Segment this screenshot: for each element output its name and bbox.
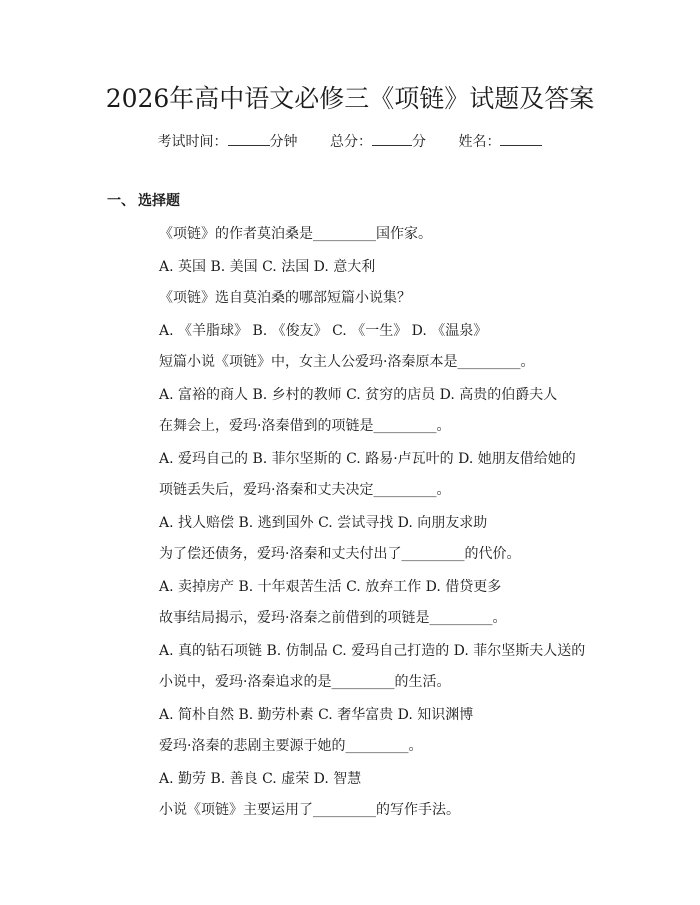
question-text: 《项链》选自莫泊桑的哪部短篇小说集？ bbox=[159, 290, 411, 306]
student-name-label: 姓名： bbox=[458, 134, 501, 150]
question-options: A. 真的钻石项链 B. 仿制品 C. 爱玛自己打造的 D. 菲尔坚斯夫人送的 bbox=[159, 643, 586, 659]
question-options: A. 卖掉房产 B. 十年艰苦生活 C. 放弃工作 D. 借贷更多 bbox=[159, 579, 502, 595]
section-heading bbox=[107, 191, 180, 211]
question-options: A. 简朴自然 B. 勤劳朴素 C. 奢华富贵 D. 知识渊博 bbox=[159, 707, 474, 723]
page-title: 2026年高中语文必修三《项链》试题及答案 bbox=[105, 84, 595, 113]
question-options: A. 《羊脂球》 B. 《俊友》 C. 《一生》 D. 《温泉》 bbox=[159, 323, 488, 339]
question-text: 在舞会上，爱玛·洛秦借到的项链是_________。 bbox=[159, 418, 451, 434]
question-text: 《项链》的作者莫泊桑是_________国作家。 bbox=[159, 226, 432, 242]
question-options: A. 爱玛自己的 B. 菲尔坚斯的 C. 路易·卢瓦叶的 D. 她朋友借给她的 bbox=[159, 451, 576, 467]
student-name bbox=[458, 134, 542, 150]
student-name-blank bbox=[500, 131, 542, 146]
question-text: 小说《项链》主要运用了_________的写作手法。 bbox=[159, 802, 460, 818]
question-text: 小说中，爱玛·洛秦追求的是_________的生活。 bbox=[159, 674, 451, 690]
exam-time-unit: 分钟 bbox=[269, 134, 298, 150]
exam-time-label: 考试时间： bbox=[157, 134, 228, 150]
total-score-unit: 分 bbox=[412, 134, 426, 150]
section-number: 一、 bbox=[107, 193, 135, 209]
question-text: 短篇小说《项链》中，女主人公爱玛·洛秦原本是_________。 bbox=[159, 354, 535, 370]
question-text: 爱玛·洛秦的悲剧主要源于她的_________。 bbox=[159, 738, 423, 754]
question-options: A. 找人赔偿 B. 逃到国外 C. 尝试寻找 D. 向朋友求助 bbox=[159, 515, 488, 531]
question-text: 为了偿还债务，爱玛·洛秦和丈夫付出了_________的代价。 bbox=[159, 546, 521, 562]
exam-info bbox=[0, 131, 700, 152]
question-options: A. 富裕的商人 B. 乡村的教师 C. 贫穷的店员 D. 高贵的伯爵夫人 bbox=[159, 387, 558, 403]
section-title: 选择题 bbox=[138, 193, 180, 209]
total-score-label: 总分： bbox=[330, 134, 372, 150]
total-score bbox=[330, 134, 426, 150]
question-options: A. 英国 B. 美国 C. 法国 D. 意大利 bbox=[159, 259, 376, 275]
question-text: 故事结局揭示，爱玛·洛秦之前借到的项链是_________。 bbox=[159, 610, 507, 626]
exam-time-blank bbox=[228, 131, 270, 146]
total-score-blank bbox=[372, 131, 412, 146]
question-options: A. 勤劳 B. 善良 C. 虚荣 D. 智慧 bbox=[159, 771, 362, 787]
exam-time bbox=[158, 134, 298, 150]
question-text: 项链丢失后，爱玛·洛秦和丈夫决定_________。 bbox=[159, 482, 451, 498]
